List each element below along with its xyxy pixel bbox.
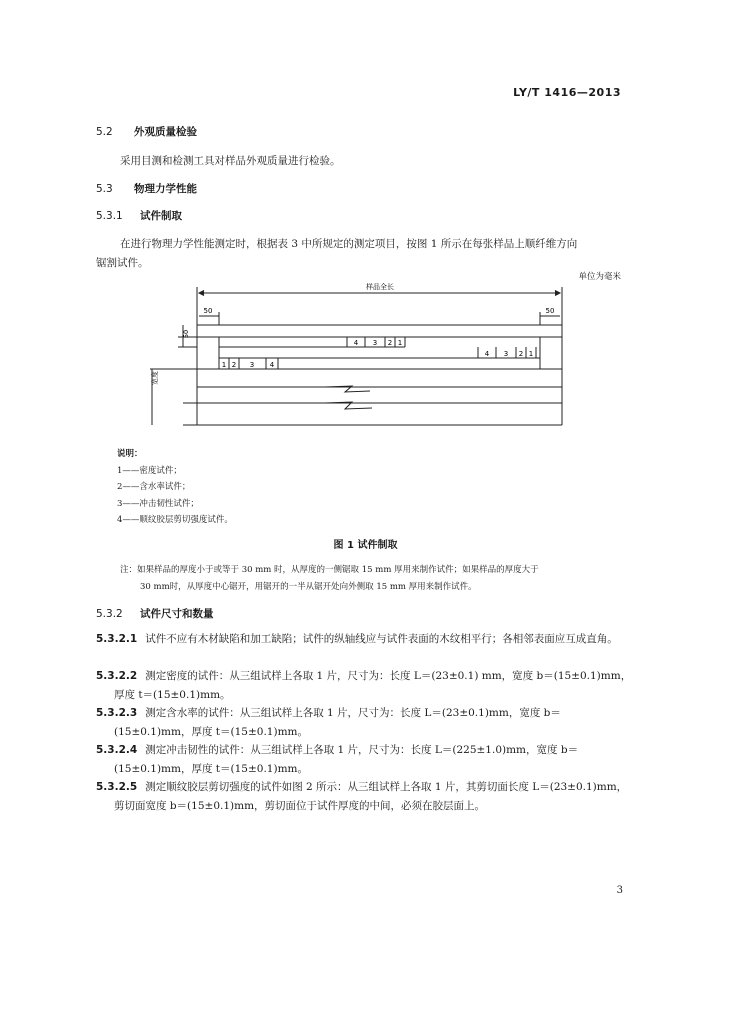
page-number: 3 [616,885,623,896]
row3-cell: 3 [249,361,255,369]
clause-5-3-2-2 [96,667,634,704]
right-margin-value: 50 [545,307,555,315]
paragraph-5-2: 采用目测和检测工具对样品外观质量进行检验。 [120,155,341,167]
row2-cell: 1 [528,350,534,358]
row3-cell: 4 [269,361,275,369]
row1-cell: 2 [387,339,393,347]
clause-number: 5.3.2.2 [96,670,138,682]
length-label: 样品全长 [366,283,394,291]
clause-5-3-2-5 [96,778,634,815]
legend-item: 2——含水率试件； [117,482,191,492]
side-dim-value: 50 [182,329,190,339]
legend-item: 4——顺纹胶层剪切强度试件。 [117,515,233,525]
clause-number: 5.3.2.3 [96,707,138,719]
row1-cell: 3 [372,339,378,347]
standard-code: LY/T 1416—2013 [513,86,621,99]
note-line-2: 30 mm时，从厚度中心锯开，用锯开的一半从锯开处向外侧取 15 mm 厚用来制作试件。 [140,582,477,592]
section-number: 5.3.1 [96,210,123,222]
section-title: 物理力学性能 [134,183,197,195]
section-number: 5.3.2 [96,608,123,620]
clause-text: 测定密度的试件：从三组试样上各取 1 片，尺寸为：长度 L＝(23±0.1) mm，宽度 b＝(15±0.1)mm，厚度 t＝(15±0.1)mm。 [114,670,632,701]
section-title: 试件尺寸和数量 [140,608,214,620]
paragraph-5-3-1-line1: 在进行物理力学性能测定时，根据表 3 中所规定的测定项目，按图 1 所示在每张样品上顺纤维方向 [120,238,578,250]
section-title: 试件制取 [140,210,182,222]
section-title: 外观质量检验 [134,126,197,138]
clause-5-3-2-4 [96,741,634,778]
clause-text: 测定顺纹胶层剪切强度的试件如图 2 所示：从三组试样上各取 1 片，其剪切面长度 L＝(23±0.1)mm，剪切面宽度 b＝(15±0.1)mm，剪切面位于试件厚度的中间，必须在胶层面上。 [114,781,628,812]
left-margin-value: 50 [203,307,213,315]
legend-heading: 说明： [117,449,143,459]
width-label: 宽度 [151,371,159,385]
clause-text: 测定冲击韧性的试件：从三组试样上各取 1 片，尺寸为：长度 L＝(225±1.0)mm，宽度 b＝(15±0.1)mm，厚度 t＝(15±0.1)mm。 [114,744,579,775]
section-number: 5.2 [96,126,113,138]
clause-5-3-2-3 [96,704,634,741]
clause-text: 试件不应有木材缺陷和加工缺陷；试件的纵轴线应与试件表面的木纹相平行；各相邻表面应互成直角。 [145,633,618,645]
clause-number: 5.3.2.5 [96,781,138,793]
legend-item: 3——冲击韧性试件； [117,499,199,509]
figure-title: 图 1 试件制取 [333,540,398,551]
row2-cell: 3 [503,350,509,358]
section-number: 5.3 [96,183,113,195]
clause-5-3-2-1 [96,630,634,649]
note-line-1: 注：如果样品的厚度小于或等于 30 mm 时，从厚度的一侧锯取 15 mm 厚用来制作试件；如果样品的厚度大于 [120,565,539,575]
row3-cell: 2 [231,361,237,369]
row3-cell: 1 [221,361,227,369]
legend-item: 1——密度试件； [117,466,182,476]
row2-cell: 4 [484,350,490,358]
unit-label: 单位为毫米 [578,272,621,282]
row1-cell: 4 [353,339,359,347]
row1-cell: 1 [397,339,403,347]
clause-number: 5.3.2.4 [96,744,138,756]
clause-number: 5.3.2.1 [96,633,138,645]
row2-cell: 2 [518,350,524,358]
paragraph-5-3-1-line2: 锯割试件。 [96,257,149,269]
section-heading-5-3-2 [96,606,214,621]
clause-text: 测定含水率的试件：从三组试样上各取 1 片，尺寸为：长度 L＝(23±0.1)mm，宽度 b＝(15±0.1)mm，厚度 t＝(15±0.1)mm。 [114,707,561,738]
